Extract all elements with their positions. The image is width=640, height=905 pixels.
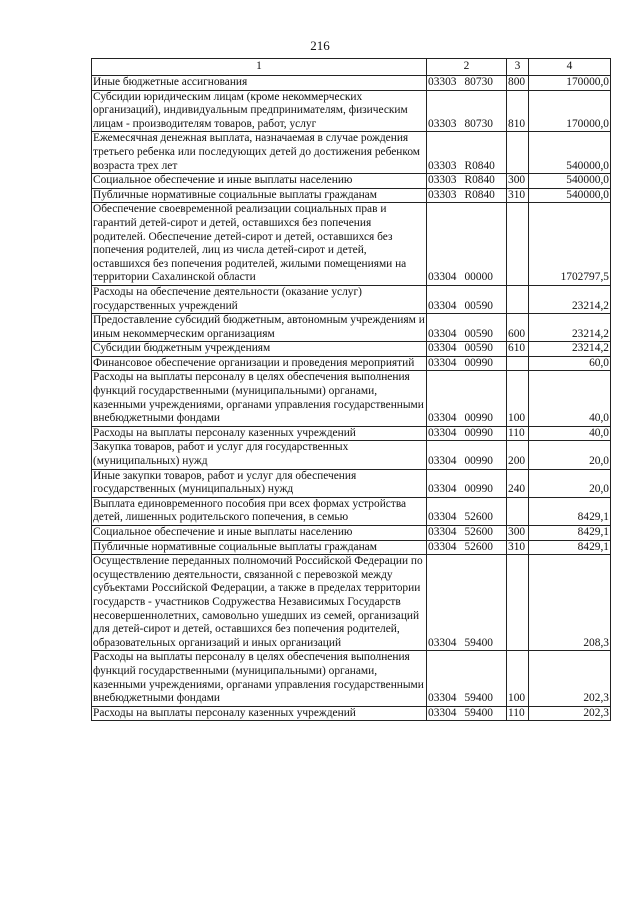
code-direction: 59400 [464, 692, 493, 705]
row-type: 110 [507, 426, 529, 441]
table-row [92, 371, 611, 426]
row-code [427, 356, 507, 371]
code-program: 03304 [428, 299, 457, 312]
table-row [92, 132, 611, 174]
table-row [92, 188, 611, 203]
code-direction: 00590 [464, 299, 493, 312]
code-direction: 59400 [464, 706, 493, 719]
row-sum: 540000,0 [529, 188, 611, 203]
row-sum: 540000,0 [529, 174, 611, 189]
row-name: Предоставление субсидий бюджетным, автономным учреждениям и иным некоммерческим организациям [92, 314, 427, 342]
row-sum: 60,0 [529, 356, 611, 371]
row-name: Социальное обеспечение и иные выплаты населению [92, 526, 427, 541]
code-program: 03304 [428, 356, 457, 369]
row-sum: 40,0 [529, 371, 611, 426]
row-sum: 20,0 [529, 469, 611, 497]
code-program: 03304 [428, 271, 457, 284]
header-cell-sum: 4 [529, 59, 611, 76]
row-name: Обеспечение своевременной реализации социальных прав и гарантий детей-сирот и детей, оставшихся без попечения родителей. Обеспечение детей-сирот и детей, оставшихся без попечения родителей, лиц из числа детей-сирот и детей, оставшихся без попечения родителей, жилыми помещениями на территории Сахалинской области [92, 203, 427, 286]
row-type: 310 [507, 540, 529, 555]
code-program: 03304 [428, 636, 457, 649]
row-name: Ежемесячная денежная выплата, назначаемая в случае рождения третьего ребенка или последующих детей до достижения ребенком возраста трех лет [92, 132, 427, 174]
row-type: 800 [507, 76, 529, 91]
table-row [92, 555, 611, 651]
row-code [427, 90, 507, 132]
row-type [507, 132, 529, 174]
row-code [427, 188, 507, 203]
row-name: Осуществление переданных полномочий Российской Федерации по осуществлению деятельности, связанной с перевозкой между субъектами Российской Федерации, а также в пределах территории государств - участников Содружества Независимых Государств несовершеннолетних, самовольно ушедших из семей, организаций для детей-сирот и детей, оставшихся без попечения родителей, образовательных организаций и иных организаций [92, 555, 427, 651]
header-cell-name: 1 [92, 59, 427, 76]
table-row [92, 285, 611, 313]
code-program: 03304 [428, 540, 457, 553]
code-direction: 00990 [464, 426, 493, 439]
row-code [427, 441, 507, 469]
table-row [92, 526, 611, 541]
code-direction: 00000 [464, 271, 493, 284]
row-sum: 8429,1 [529, 540, 611, 555]
code-program: 03303 [428, 174, 457, 187]
code-direction: R0840 [464, 174, 495, 187]
row-name: Публичные нормативные социальные выплаты гражданам [92, 540, 427, 555]
row-type [507, 285, 529, 313]
table-row [92, 342, 611, 357]
row-sum: 170000,0 [529, 76, 611, 91]
row-code [427, 706, 507, 721]
row-type: 240 [507, 469, 529, 497]
row-type: 610 [507, 342, 529, 357]
table-row [92, 90, 611, 132]
code-direction: 80730 [464, 76, 493, 88]
row-code [427, 540, 507, 555]
code-direction: 52600 [464, 511, 493, 524]
code-program: 03303 [428, 188, 457, 201]
code-direction: 00590 [464, 342, 493, 355]
row-name: Субсидии бюджетным учреждениям [92, 342, 427, 357]
row-code [427, 526, 507, 541]
row-code [427, 371, 507, 426]
row-name: Закупка товаров, работ и услуг для государственных (муниципальных) нужд [92, 441, 427, 469]
row-type [507, 203, 529, 286]
code-program: 03304 [428, 327, 457, 340]
row-name: Публичные нормативные социальные выплаты гражданам [92, 188, 427, 203]
code-program: 03304 [428, 692, 457, 705]
code-direction: 00990 [464, 483, 493, 496]
code-program: 03304 [428, 455, 457, 468]
row-name: Субсидии юридическим лицам (кроме некоммерческих организаций), индивидуальным предпринимателям, физическим лицам - производителям товаров, работ, услуг [92, 90, 427, 132]
row-type: 300 [507, 526, 529, 541]
row-sum: 540000,0 [529, 132, 611, 174]
row-sum: 202,3 [529, 651, 611, 706]
row-sum: 1702797,5 [529, 203, 611, 286]
code-direction: R0840 [464, 159, 495, 172]
code-direction: 00590 [464, 327, 493, 340]
row-code [427, 285, 507, 313]
row-type: 810 [507, 90, 529, 132]
row-code [427, 342, 507, 357]
row-sum: 170000,0 [529, 90, 611, 132]
row-sum: 23214,2 [529, 285, 611, 313]
row-code [427, 132, 507, 174]
row-sum: 8429,1 [529, 497, 611, 525]
code-program: 03304 [428, 342, 457, 355]
row-type: 300 [507, 174, 529, 189]
table-row [92, 497, 611, 525]
row-code [427, 203, 507, 286]
row-type: 600 [507, 314, 529, 342]
code-direction: 59400 [464, 636, 493, 649]
row-type: 100 [507, 371, 529, 426]
row-code [427, 651, 507, 706]
row-sum: 8429,1 [529, 526, 611, 541]
code-program: 03304 [428, 426, 457, 439]
table-row [92, 356, 611, 371]
table-row [92, 174, 611, 189]
row-name: Выплата единовременного пособия при всех формах устройства детей, лишенных родительского попечения, в семью [92, 497, 427, 525]
table-row [92, 441, 611, 469]
table-row [92, 651, 611, 706]
row-type: 310 [507, 188, 529, 203]
row-type: 100 [507, 651, 529, 706]
row-code [427, 314, 507, 342]
code-program: 03304 [428, 412, 457, 425]
row-code [427, 555, 507, 651]
row-name: Расходы на выплаты персоналу казенных учреждений [92, 706, 427, 721]
code-direction: 00990 [464, 412, 493, 425]
table-row [92, 203, 611, 286]
row-sum: 202,3 [529, 706, 611, 721]
header-cell-type: 3 [507, 59, 529, 76]
row-sum: 208,3 [529, 555, 611, 651]
code-program: 03303 [428, 117, 457, 130]
header-cell-code: 2 [427, 59, 507, 76]
row-name: Расходы на выплаты персоналу казенных учреждений [92, 426, 427, 441]
row-sum: 23214,2 [529, 314, 611, 342]
row-type [507, 356, 529, 371]
code-program: 03304 [428, 526, 457, 538]
table-row [92, 314, 611, 342]
code-direction: 80730 [464, 117, 493, 130]
code-direction: R0840 [464, 188, 495, 201]
code-direction: 00990 [464, 356, 493, 369]
table-row [92, 76, 611, 91]
code-program: 03304 [428, 511, 457, 524]
header-row [92, 59, 611, 76]
row-sum: 40,0 [529, 426, 611, 441]
budget-table [91, 58, 611, 721]
row-name: Расходы на выплаты персоналу в целях обеспечения выполнения функций государственными (муниципальными) органами, казенными учреждениями, органами управления государственными внебюджетными фондами [92, 371, 427, 426]
row-code [427, 426, 507, 441]
row-sum: 23214,2 [529, 342, 611, 357]
row-name: Иные закупки товаров, работ и услуг для обеспечения государственных (муниципальных) нужд [92, 469, 427, 497]
table-row [92, 426, 611, 441]
row-code [427, 174, 507, 189]
row-name: Иные бюджетные ассигнования [92, 76, 427, 91]
code-direction: 52600 [464, 540, 493, 553]
row-name: Социальное обеспечение и иные выплаты населению [92, 174, 427, 189]
row-name: Финансовое обеспечение организации и проведения мероприятий [92, 356, 427, 371]
row-type [507, 497, 529, 525]
row-code [427, 497, 507, 525]
row-type: 110 [507, 706, 529, 721]
code-program: 03304 [428, 483, 457, 496]
row-code [427, 76, 507, 91]
row-sum: 20,0 [529, 441, 611, 469]
table-row [92, 540, 611, 555]
row-name: Расходы на обеспечение деятельности (оказание услуг) государственных учреждений [92, 285, 427, 313]
row-name: Расходы на выплаты персоналу в целях обеспечения выполнения функций государственными (муниципальными) органами, казенными учреждениями, органами управления государственными внебюджетными фондами [92, 651, 427, 706]
code-direction: 00990 [464, 455, 493, 468]
row-code [427, 469, 507, 497]
table-row [92, 469, 611, 497]
page-number: 216 [310, 38, 330, 53]
row-type [507, 555, 529, 651]
table-row [92, 706, 611, 721]
code-program: 03304 [428, 706, 457, 719]
code-program: 03303 [428, 76, 457, 88]
code-direction: 52600 [464, 526, 493, 538]
row-type: 200 [507, 441, 529, 469]
code-program: 03303 [428, 159, 457, 172]
